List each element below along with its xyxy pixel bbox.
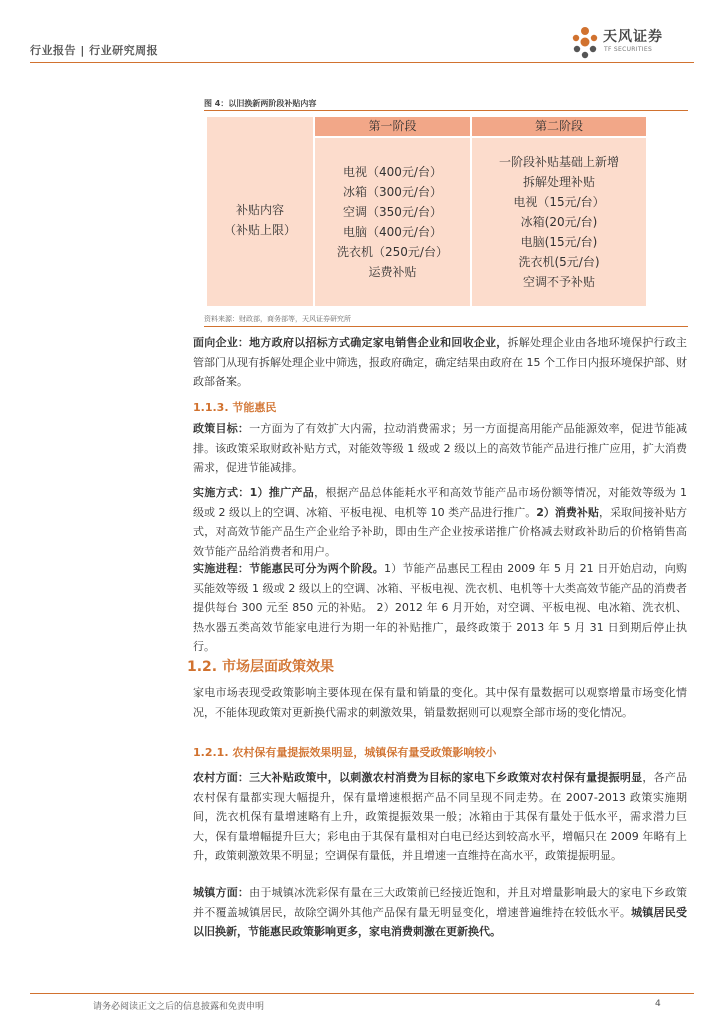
paragraph-policy-goal: [193, 419, 687, 478]
header-title: 行业报告 | 行业研究周报: [30, 44, 159, 57]
para-lead: 城镇方面：: [193, 886, 250, 899]
stage2-item: 电视（15元/台）: [513, 195, 605, 209]
footer-disclaimer: 请务必阅读正文之后的信息披露和免责申明: [93, 1002, 265, 1012]
para-bold: 城镇居民受以旧换新，节能惠民政策影响更多，家电消费刺激在更新换代。: [193, 905, 688, 938]
logo-text-en: TF SECURITIES: [604, 46, 653, 53]
para-lead-2: 地方政府以招标方式确定家电销售企业和回收企业，: [249, 336, 508, 349]
para-bold: 2）消费补贴: [536, 505, 599, 519]
stage2-item: 拆解处理补贴: [522, 175, 595, 189]
paragraph-implementation: [193, 483, 687, 561]
paragraph-rural: [193, 768, 687, 866]
para-text: ，采取间接补贴方式，对高效节能产品生产企业给予补助，即由生产企业按承诺推广价格减去财政补助后的价格销售高效节能产品给消费者和用户。: [193, 505, 688, 558]
table-row-label-cell: [207, 117, 313, 306]
para-lead: 实施方式：: [193, 486, 250, 499]
para-lead: 实施进程：节能惠民可分为两个阶段。: [193, 562, 384, 575]
figure-top-rule: [204, 110, 688, 111]
para-text: 由于城镇冰洗彩保有量在三大政策前已经接近饱和，并且对增量影响最大的家电下乡政策并不覆盖城镇居民，故除空调外其他产品保有量无明显变化，增速普遍维持在较低水平。: [193, 886, 688, 919]
table-header-stage2: 第二阶段: [472, 117, 646, 136]
para-bold: 1）推广产品: [249, 486, 315, 499]
para-lead: 面向企业：: [193, 336, 250, 349]
tf-logo-icon: [567, 24, 603, 60]
para-text: 一方面为了有效扩大内需，拉动消费需求；另一方面提高用能产品能源效率，促进节能减排。该政策采取财政补贴方式，对能效等级 1 级或 2 级以上的高效节能产品进行推广应用，扩大消费需求，促进节能减排。: [193, 422, 688, 474]
stage1-item: 冰箱（300元/台）: [343, 185, 442, 199]
stage1-item: 电视（400元/台）: [343, 165, 442, 179]
header-divider: [30, 62, 694, 63]
para-text: 拆解处理企业由各地环境保护行政主管部门从现有拆解处理企业中筛选，报政府确定，确定结果由政府在 15 个工作日内报环境保护部、财政部备案。: [193, 336, 688, 388]
stage2-item: 一阶段补贴基础上新增: [498, 155, 619, 169]
page-number: 4: [655, 999, 661, 1009]
table-cell-stage1: [315, 138, 470, 306]
stage1-item: 洗衣机（250元/台）: [337, 245, 448, 259]
stage2-item: 洗衣机(5元/台): [518, 255, 600, 269]
para-text: 1）节能产品惠民工程由 2009 年 5 月 21 日开始启动，向购买能效等级 1 级或 2 级以上的空调、冰箱、平板电视、洗衣机、电机等十大类高效节能产品的消费者提供每台 300 元至 850 元的补贴。 2）2012 年 6 月开始，对空调、平板电视、电冰箱、洗衣机、热水器五类高效节能家电进行为期一年的补贴推广，最终政策于 2013 年 5 月 31 日到期后停止执行。: [193, 562, 688, 653]
heading-1-1-3: 1.1.3. 节能惠民: [193, 401, 277, 414]
table-cell-stage2: [472, 138, 646, 306]
para-text: ，根据产品总体能耗水平和高效节能产品市场份额等情况，对能效等级为 1 级或 2 级以上的空调、冰箱、平板电视、电机等 10 类产品进行推广。: [193, 486, 688, 519]
row-label-line-2: （补贴上限）: [223, 223, 296, 237]
heading-1-2: 1.2. 市场层面政策效果: [187, 659, 334, 675]
heading-1-2-1: 1.2.1. 农村保有量提振效果明显，城镇保有量受政策影响较小: [193, 746, 497, 759]
figure-caption: 图 4：以旧换新两阶段补贴内容: [204, 99, 317, 108]
para-text: 家电市场表现受政策影响主要体现在保有量和销量的变化。其中保有量数据可以观察增量市场变化情况，不能体现政策对更新换代需求的刺激效果，销量数据则可以观察全部市场的变化情况。: [193, 686, 687, 719]
para-lead: 农村方面：三大补贴政策中，以刺激农村消费为目标的家电下乡政策对农村保有量提振明显: [193, 771, 643, 784]
paragraph-progress: [193, 559, 687, 657]
paragraph-enterprise: [193, 333, 687, 392]
stage1-item: 运费补贴: [368, 265, 417, 279]
stage2-item: 空调不予补贴: [522, 275, 595, 289]
paragraph-urban: [193, 883, 687, 942]
row-label-line-1: 补贴内容: [235, 203, 284, 217]
footer-divider: [30, 993, 694, 994]
figure-bottom-rule: [204, 326, 688, 327]
logo-text-cn: 天风证券: [603, 29, 663, 45]
stage1-item: 电脑（400元/台）: [343, 225, 442, 239]
stage1-item: 空调（350元/台）: [343, 205, 442, 219]
para-lead: 政策目标：: [193, 422, 250, 435]
figure-source: 资料来源：财政部，商务部等，天风证券研究所: [204, 315, 351, 323]
stage2-item: 冰箱(20元/台): [520, 215, 598, 229]
subsidy-table: [207, 117, 646, 306]
table-header-stage1: 第一阶段: [315, 117, 470, 136]
paragraph-market: [193, 683, 687, 722]
para-text: ，各产品农村保有量都实现大幅提升，保有量增速根据产品不同呈现不同走势。在 2007-2013 政策实施期间，洗衣机保有量增速略有上升，政策提振效果一般；冰箱由于其保有量处于低水平，需求潜力巨大，保有量增幅提升巨大；彩电由于其保有量相对白电已经达到较高水平，增幅只在 2009 年略有上升，政策刺激效果不明显；空调保有量低，并且增速一直维持在高水平，政策提振明显。: [193, 771, 688, 862]
stage2-item: 电脑(15元/台): [520, 235, 598, 249]
